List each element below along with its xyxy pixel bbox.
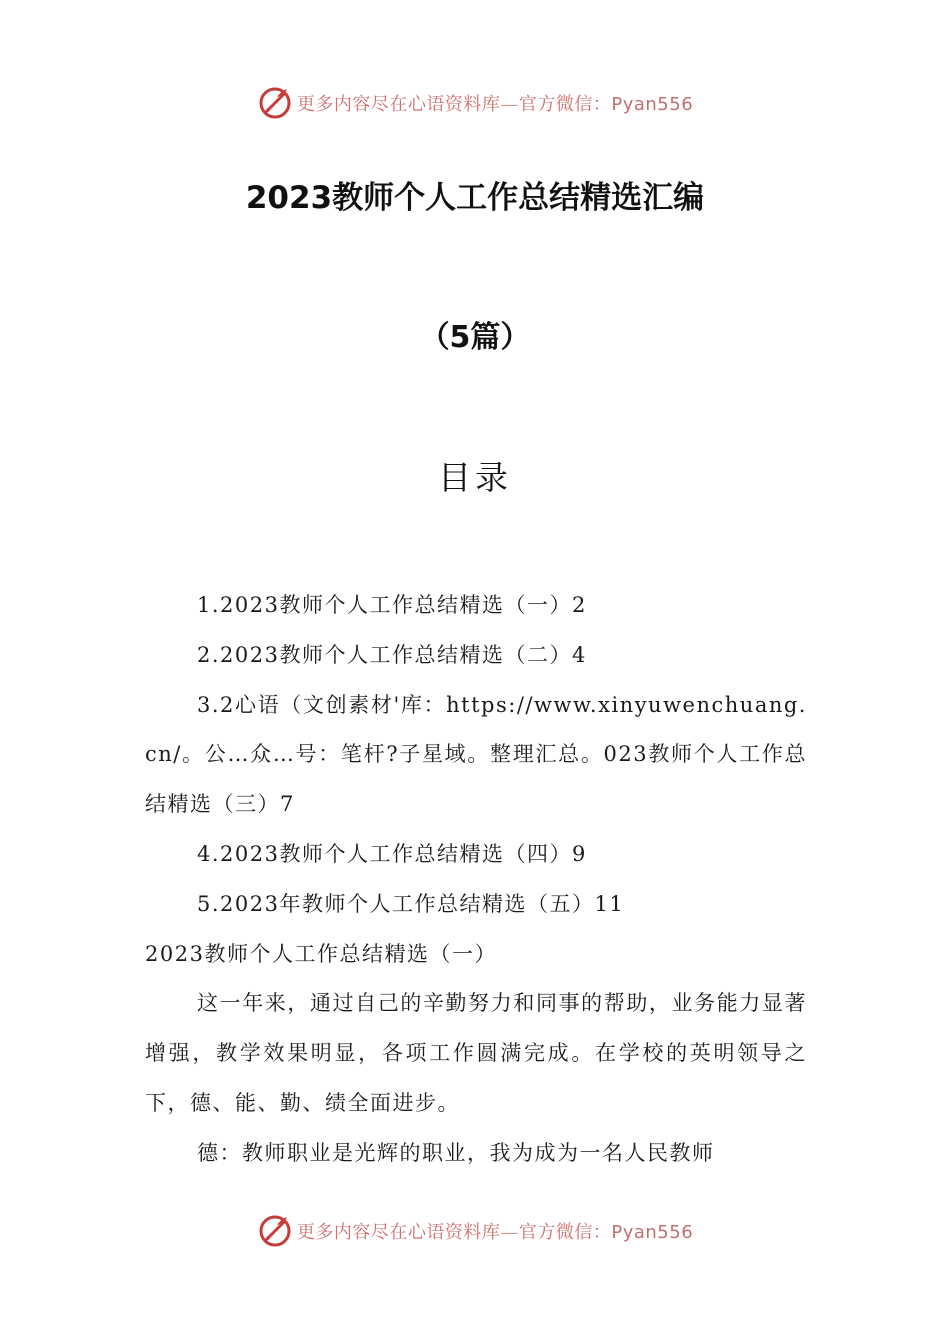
toc-entry: 5.2023年教师个人工作总结精选（五）11 bbox=[197, 891, 625, 916]
document-title: 2023教师个人工作总结精选汇编 bbox=[245, 180, 705, 216]
watermark-text: 更多内容尽在心语资料库—官方微信：Pyan556 bbox=[296, 1222, 694, 1243]
quill-logo-icon bbox=[257, 85, 293, 121]
watermark-text: 更多内容尽在心语资料库—官方微信：Pyan556 bbox=[296, 94, 694, 115]
quill-logo-icon bbox=[257, 1213, 293, 1249]
toc-heading: 目录 bbox=[438, 458, 512, 497]
toc-entry: 2.2023教师个人工作总结精选（二）4 bbox=[197, 642, 587, 667]
watermark-banner-top bbox=[0, 83, 950, 123]
document-body bbox=[145, 581, 807, 1179]
toc-entry: 1.2023教师个人工作总结精选（一）2 bbox=[197, 593, 587, 617]
toc-entry: 3.2心语（文创素材'库：https://www.xinyuwenchuang.cn/。公…众…号：笔杆?子星域。整理汇总。023教师个人工作总结精选（三）7 bbox=[145, 692, 807, 817]
body-paragraph: 德：教师职业是光辉的职业，我为成为一名人民教师 bbox=[197, 1140, 715, 1165]
toc-entry: 4.2023教师个人工作总结精选（四）9 bbox=[197, 841, 587, 866]
body-paragraph: 这一年来，通过自己的辛勤努力和同事的帮助，业务能力显著增强，教学效果明显，各项工作圆满完成。在学校的英明领导之下，德、能、勤、绩全面进步。 bbox=[145, 991, 807, 1115]
watermark-banner-bottom bbox=[0, 1211, 950, 1251]
document-subtitle: （5篇） bbox=[419, 320, 531, 355]
section-title: 2023教师个人工作总结精选（一） bbox=[145, 941, 497, 966]
